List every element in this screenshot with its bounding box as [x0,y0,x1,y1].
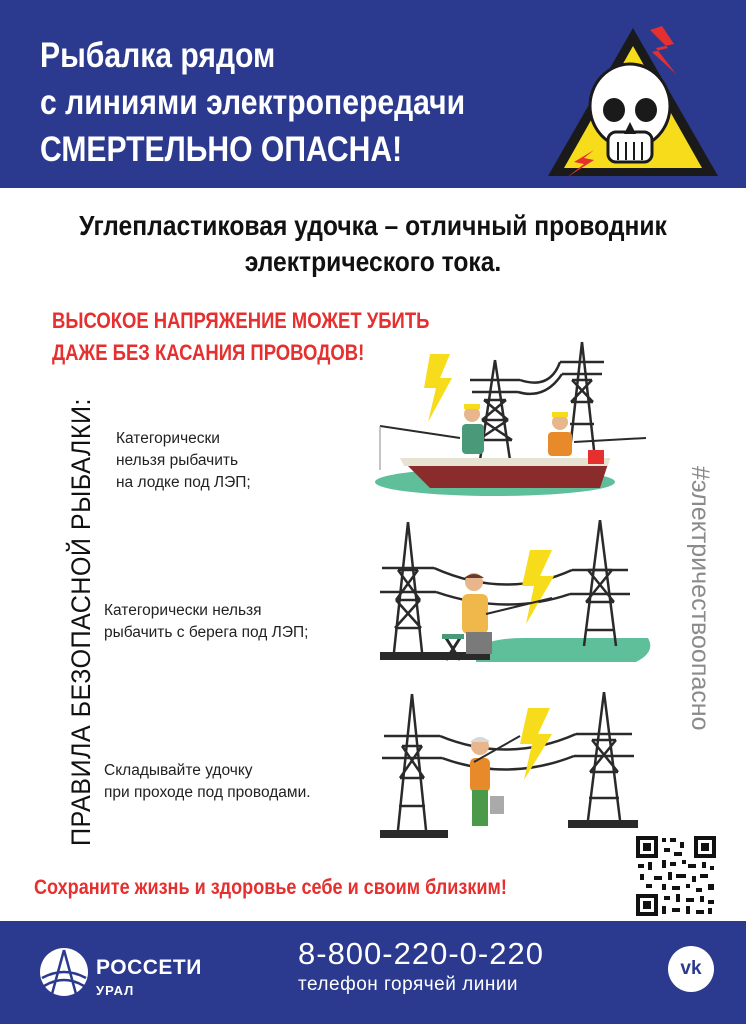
rules-heading-text: ПРАВИЛА БЕЗОПАСНОЙ РЫБАЛКИ: [66,398,96,846]
brand-region: УРАЛ [96,983,135,998]
hotline-caption: телефон горячей линии [298,974,519,995]
slogan: Сохраните жизнь и здоровье себе и своим близким! [34,876,507,899]
hashtag: #электричествоопасно [686,466,714,731]
rule-3 [104,760,364,804]
rule-line: на лодке под ЛЭП; [116,474,251,491]
title-line: с линиями электропередачи [40,83,466,122]
boat-fishing-illustration [360,340,650,498]
rule-line: при проходе под проводами. [104,784,311,801]
skull-high-voltage-warning-icon [544,22,722,180]
warning-line: ВЫСОКОЕ НАПРЯЖЕНИЕ МОЖЕТ УБИТЬ [52,308,430,333]
warning-line: ДАЖЕ БЕЗ КАСАНИЯ ПРОВОДОВ! [52,340,365,365]
rule-2 [104,600,364,644]
rosseti-logo-icon [38,944,98,1004]
subtitle-line: Углепластиковая удочка – отличный проводник [79,210,667,241]
rule-line: рыбачить с берега под ЛЭП; [104,624,309,641]
rule-1 [116,428,286,494]
rules-heading [66,364,97,846]
rule-line: Складывайте удочку [104,762,253,779]
qr-code-icon[interactable] [636,836,716,916]
rule-line: нельзя рыбачить [116,452,239,469]
page-title [40,32,504,173]
title-line: Рыбалка рядом [40,36,276,75]
subtitle-line: электрического тока. [244,246,502,277]
vk-glyph: vk [680,958,702,979]
shore-fishing-illustration [376,520,656,668]
hotline-phone[interactable]: 8-800-220-0-220 [298,936,544,971]
walking-fisherman-illustration [378,692,650,842]
title-line: СМЕРТЕЛЬНО ОПАСНА! [40,130,403,169]
rule-line: Категорически [116,430,220,447]
rule-line: Категорически нельзя [104,602,262,619]
subtitle [62,208,683,280]
brand-name: РОССЕТИ [96,956,202,979]
